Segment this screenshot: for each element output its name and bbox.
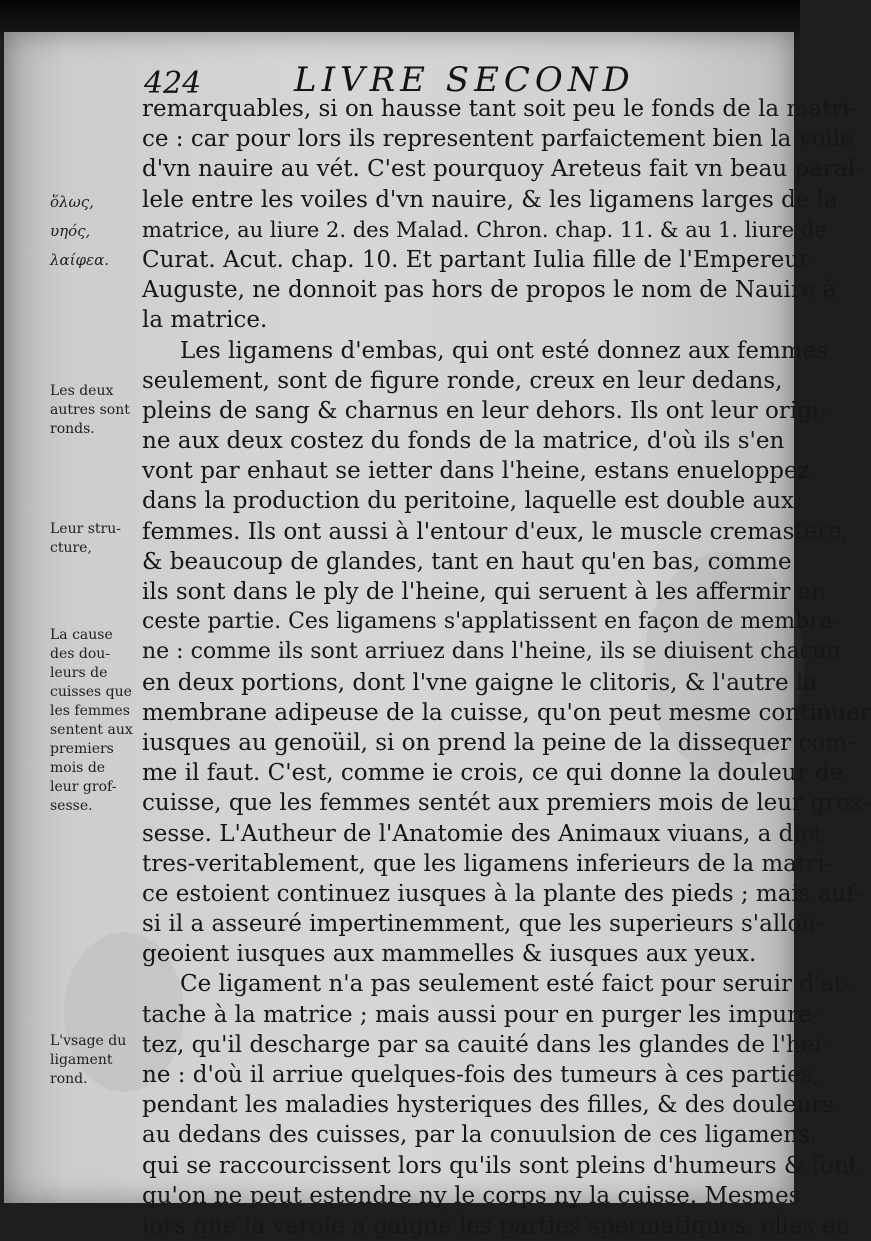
margin-note-line: cture, — [50, 540, 92, 556]
margin-note-usage — [50, 1032, 142, 1089]
text-line: seulement, sont de figure ronde, creux en leur dedans, — [142, 367, 783, 394]
text-line: iusques au genoüil, si on prend la peine de la dissequer com- — [142, 729, 855, 756]
margin-note-line: L'vsage du — [50, 1033, 127, 1049]
body-text — [142, 94, 871, 1241]
margin-note-line: les femmes — [50, 703, 130, 719]
margin-note-line: mois de — [50, 760, 106, 776]
book-page — [4, 32, 871, 1239]
margin-note-line: des dou- — [50, 646, 111, 662]
text-line: ne : d'où il arriue quelques-fois des tumeurs à ces parties, — [142, 1062, 820, 1088]
text-line: membrane adipeuse de la cuisse, qu'on peut mesme continuer — [142, 699, 871, 726]
margin-note-line: sentent aux — [50, 722, 133, 738]
text-line: ceste partie. Ces ligamens s'applatissent en façon de membra- — [142, 609, 841, 635]
text-line: qu'on ne peut estendre ny le corps ny la cuisse. Mesmes — [142, 1182, 801, 1209]
text-line: remarquables, si on hausse tant soit peu le fonds de la matri- — [142, 96, 858, 122]
text-line: en deux portions, dont l'vne gaigne le clitoris, & l'autre la — [142, 669, 817, 696]
page-number: 424 — [144, 66, 202, 101]
text-line: & beaucoup de glandes, tant en haut qu'en bas, comme — [142, 548, 792, 575]
text-line: Curat. Acut. chap. 10. Et partant Iulia fille de l'Empereur — [142, 246, 811, 273]
text-line: cuisse, que les femmes sentét aux premiers mois de leur gros- — [142, 790, 870, 817]
text-line: d'vn nauire au vét. C'est pourquoy Areteus fait vn beau paral- — [142, 156, 863, 183]
margin-note-line: autres sont — [50, 402, 130, 418]
text-line: lele entre les voiles d'vn nauire, & les ligamens larges de la — [142, 186, 838, 213]
margin-note-line: leur grof- — [50, 779, 117, 795]
text-line: pleins de sang & charnus en leur dehors. Ils ont leur origi- — [142, 397, 828, 424]
margin-note-line: ligament — [50, 1052, 113, 1068]
text-line: tres-veritablement, que les ligamens inferieurs de la matri- — [142, 850, 833, 877]
margin-note-line: leurs de — [50, 665, 108, 681]
text-line: femmes. Ils ont aussi à l'entour d'eux, le muscle cremastere, — [142, 518, 850, 545]
margin-note-line: rond. — [50, 1071, 88, 1087]
text-line: ils sont dans le ply de l'heine, qui seruent à les affermir en — [142, 579, 827, 605]
margin-note-line: υηός, — [50, 222, 91, 240]
margin-note-greek — [50, 188, 142, 275]
margin-note-line: premiers — [50, 741, 114, 757]
text-line: lors que la verole a gaigné les parties spermatiques, elles en — [142, 1212, 851, 1239]
margin-note-line: sesse. — [50, 798, 93, 814]
text-line: qui se raccourcissent lors qu'ils sont pleins d'humeurs & font — [142, 1152, 859, 1179]
text-line: ce : car pour lors ils representent parfaictement bien la voile — [142, 126, 854, 153]
text-line: tache à la matrice ; mais aussi pour en purger les impure- — [142, 1001, 820, 1028]
margin-note-line: cuisses que — [50, 684, 132, 700]
margin-note-line: λαίφεα. — [50, 251, 109, 269]
text-line: la matrice. — [142, 307, 268, 334]
text-line: sesse. L'Autheur de l'Anatomie des Animaux viuans, a dict — [142, 820, 823, 847]
page-header — [4, 50, 794, 101]
margin-note-line: ronds. — [50, 421, 95, 437]
text-line: matrice, au liure 2. des Malad. Chron. chap. 11. & au 1. liure de — [142, 217, 827, 242]
margin-note-line: ὅλως, — [50, 193, 94, 211]
text-line: au dedans des cuisses, par la conuulsion de ces ligamens, — [142, 1122, 818, 1149]
text-line: vont par enhaut se ietter dans l'heine, estans enueloppez — [142, 458, 810, 485]
margin-note-line: La cause — [50, 627, 113, 643]
text-line: Auguste, ne donnoit pas hors de propos le nom de Nauire à — [142, 277, 837, 304]
margin-note-douleurs — [50, 626, 142, 816]
text-line: Les ligamens d'embas, qui ont esté donnez aux femmes — [180, 337, 829, 364]
running-title: LIVRE SECOND — [294, 60, 635, 100]
text-line: geoient iusques aux mammelles & iusques aux yeux. — [142, 941, 757, 968]
text-line: ne : comme ils sont arriuez dans l'heine, ils se diuisent chacun — [142, 639, 841, 665]
text-line: ce estoient continuez iusques à la plante des pieds ; mais auf- — [142, 880, 862, 907]
margin-note-structure — [50, 520, 142, 558]
text-line: ne aux deux costez du fonds de la matrice, d'où ils s'en — [142, 428, 785, 455]
text-line: me il faut. C'est, comme ie crois, ce qui donne la douleur de — [142, 760, 844, 787]
text-line: si il a asseuré impertinemment, que les superieurs s'allon- — [142, 911, 824, 938]
text-line: pendant les maladies hysteriques des filles, & des douleurs — [142, 1092, 835, 1119]
text-line: Ce ligament n'a pas seulement esté faict pour seruir d'at- — [180, 971, 852, 998]
margin-note-ronds — [50, 382, 142, 439]
text-line: tez, qu'il descharge par sa cauité dans les glandes de l'hei- — [142, 1031, 830, 1058]
margin-note-line: Les deux — [50, 383, 114, 399]
margin-note-line: Leur stru- — [50, 521, 121, 537]
text-line: dans la production du peritoine, laquelle est double aux — [142, 488, 795, 515]
